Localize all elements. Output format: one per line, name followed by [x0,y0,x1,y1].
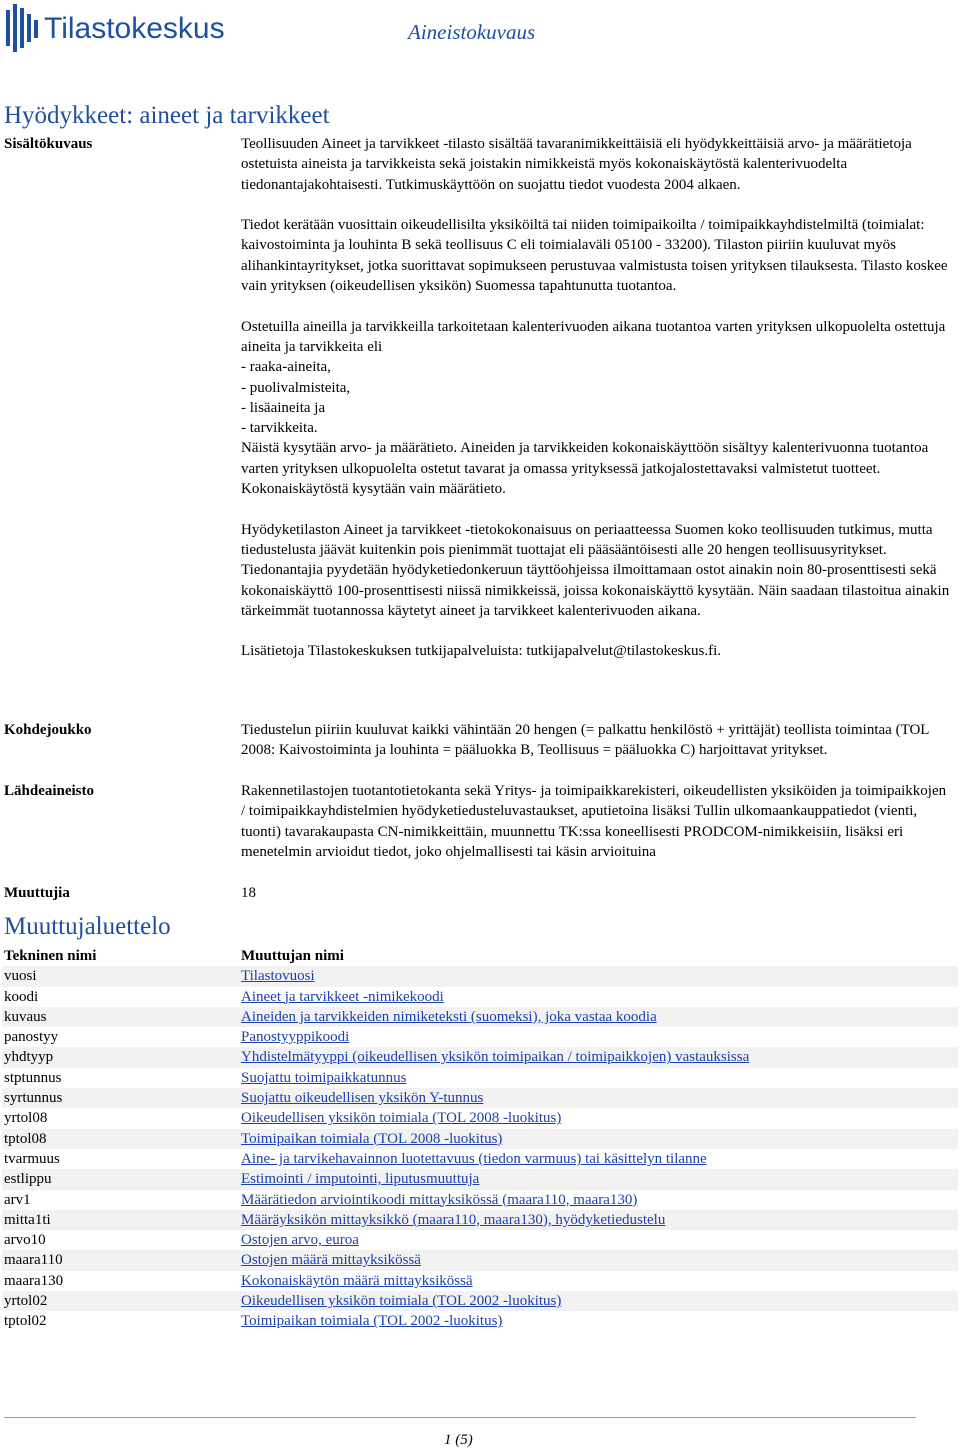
variable-name-link[interactable]: Suojattu oikeudellisen yksikön Y-tunnus [241,1090,484,1107]
table-row [2,1311,958,1331]
variable-name-link[interactable]: Aine- ja tarvikehavainnon luotettavuus (tiedon varmuus) tai käsittelyn tilanne [241,1150,707,1167]
table-row [2,1149,958,1169]
variable-name-link[interactable]: Yhdistelmätyyppi (oikeudellisen yksikön toimipaikan / toimipaikkojen) vastauksissa [241,1049,750,1066]
section-label-content-description: Sisältökuvaus [4,136,93,152]
section-label-source-data: Lähdeaineisto [4,783,95,799]
tilastokeskus-logo [4,2,254,54]
section-label-target-population: Kohdejoukko [4,722,92,738]
table-row [2,1068,958,1088]
source-data-text: Rakennetilastojen tuotantotietokanta sekä Yritys- ja toimipaikkarekisteri, oikeudellisten yksiköiden ja toimipaikkojen / toimipaikkayhdistelmien hyödyketiedusteluvastaukset, aputietoina lisäksi Tullin ulkomaankauppatiedot (vienti, tuonti) tavarakaupasta CN-nimikkeittäin, muunnettu TK:ssa koneellisesti PRODCOM-nimikkeisiin, lisäksi eri menetelmin arvioidut tiedot, joko ohjelmallisesti tai käsin arvioituina [241,783,947,860]
page-number: 1 (5) [444,1432,473,1448]
variable-technical-name: yrtol02 [4,1293,48,1310]
variable-technical-name: panostyy [4,1029,59,1046]
table-row [2,1190,958,1210]
table-row [2,1230,958,1250]
table-row [2,1271,958,1291]
variable-name-link[interactable]: Oikeudellisen yksikön toimiala (TOL 2002 -luokitus) [241,1293,562,1310]
table-row [2,1250,958,1270]
variable-name-link[interactable]: Suojattu toimipaikkatunnus [241,1069,407,1086]
variable-name-link[interactable]: Estimointi / imputointi, liputusmuuttuja [241,1171,480,1188]
variable-technical-name: yhdtyyp [4,1049,54,1066]
variable-technical-name: tptol08 [4,1130,47,1147]
variable-name-link[interactable]: Määräyksikön mittayksikkö (maara110, maara130), hyödyketiedustelu [241,1211,666,1228]
variable-name-link[interactable]: Toimipaikan toimiala (TOL 2008 -luokitus) [241,1130,503,1147]
table-row [2,1291,958,1311]
variable-list-title: Muuttujaluettelo [4,913,171,940]
variable-name-link[interactable]: Panostyyppikoodi [241,1029,350,1046]
variable-technical-name: koodi [4,988,39,1005]
table-row [2,966,958,986]
table-row [2,1108,958,1128]
variable-table-header [2,946,958,966]
content-description [241,134,953,662]
svg-text:Tilastokeskus: Tilastokeskus [44,12,225,45]
column-header-technical-name: Tekninen nimi [4,948,97,964]
variable-technical-name: arvo10 [4,1232,46,1249]
variable-technical-name: maara130 [4,1272,64,1289]
table-row [2,1007,958,1027]
variable-technical-name: stptunnus [4,1069,62,1086]
variable-name-link[interactable]: Tilastovuosi [241,968,315,985]
header-title: Aineistokuvaus [408,20,536,44]
table-row [2,1129,958,1149]
table-row [2,1210,958,1230]
table-row [2,1169,958,1189]
variable-name-link[interactable]: Oikeudellisen yksikön toimiala (TOL 2008 -luokitus) [241,1110,562,1127]
table-row [2,987,958,1007]
variable-technical-name: kuvaus [4,1008,47,1025]
content-paragraph: Tiedot kerätään vuosittain oikeudellisilta yksiköiltä tai niiden toimipaikoilta / toimipaikkayhdistelmiltä (toimialat: kaivostoiminta ja louhinta B sekä teollisuus C eli toimialaväli 05100 - 33200). Tilaston piiriin kuuluvat myös alihankintayritykset, jotka suorittavat sopimukseen perustuvaa valmistusta toisen yrityksen tilauksesta. Tilasto koskee vain yrityksen (oikeudellisen yksikön) Suomessa tapahtunutta tuotantoa. [241,217,948,295]
content-paragraph: Teollisuuden Aineet ja tarvikkeet -tilasto sisältää tavaranimikkeittäisiä eli hyödykkeittäisiä arvo- ja määrätietoja ostetuista aineista ja tarvikkeista sekä joistakin nimikkeistä myös kokonaiskäytöstä kalenterivuodelta tiedonantajakohtaisesti. Tutkimuskäyttöön on suojattu tiedot vuodesta 2004 alkaen. [241,136,912,193]
table-row [2,1088,958,1108]
variable-name-link[interactable]: Kokonaiskäytön määrä mittayksikössä [241,1272,473,1289]
table-row [2,1047,958,1067]
variable-technical-name: tptol02 [4,1313,47,1330]
target-population-text: Tiedustelun piiriin kuuluvat kaikki vähintään 20 hengen (= palkattu henkilöstö + yrittäjät) teollista toimintaa (TOL 2008: Kaivostoiminta ja louhinta = pääluokka B, Teollisuus = pääluokka C) harjoittavat yritykset. [241,722,929,759]
variable-technical-name: arv1 [4,1191,31,1208]
variable-name-link[interactable]: Määrätiedon arviointikoodi mittayksikössä (maara110, maara130) [241,1191,638,1208]
variable-name-link[interactable]: Aineet ja tarvikkeet -nimikekoodi [241,988,444,1005]
variable-technical-name: syrtunnus [4,1090,63,1107]
variable-technical-name: yrtol08 [4,1110,48,1127]
variable-technical-name: tvarmuus [4,1150,60,1167]
variable-technical-name: mitta1ti [4,1211,51,1228]
content-paragraph: Lisätietoja Tilastokeskuksen tutkijapalveluista: tutkijapalvelut@tilastokeskus.fi. [241,643,722,660]
variable-technical-name: estlippu [4,1171,52,1188]
section-label-variable-count: Muuttujia [4,885,70,901]
variable-count: 18 [241,885,256,901]
variable-name-link[interactable]: Aineiden ja tarvikkeiden nimiketeksti (suomeksi), joka vastaa koodia [241,1008,657,1025]
column-header-variable-name: Muuttujan nimi [241,948,344,964]
footer-divider [4,1417,916,1418]
content-paragraph: Hyödyketilaston Aineet ja tarvikkeet -tietokokonaisuus on periaatteessa Suomen koko teollisuuden tutkimus, mutta tiedustelusta jäävät kuitenkin pois pienimmät tuottajat eli pääsääntöisesti alle 20 hengen teollisuusyritykset. Tiedonantajia pyydetään hyödyketiedonkeruun täyttöohjeissa ilmoittamaan ostot ainakin noin 80-prosenttisesti sekä kokonaiskäyttö 100-prosenttisesti niissä nimikkeissä, joissa kokonaiskäyttö kysytään. Näin saadaan tilastoitua ainakin tärkeimmät tuotannossa käytetyt aineet ja tarvikkeet kalenterivuoden aikana. [241,521,950,619]
variable-name-link[interactable]: Ostojen määrä mittayksikössä [241,1252,421,1269]
variable-technical-name: maara110 [4,1252,63,1269]
variable-name-link[interactable]: Toimipaikan toimiala (TOL 2002 -luokitus) [241,1313,503,1330]
variable-table [2,946,958,1332]
content-paragraph: Ostetuilla aineilla ja tarvikkeilla tarkoitetaan kalenterivuoden aikana tuotantoa varten yrityksen ulkopuolelta ostettuja aineita ja tarvikkeita eli - raaka-aineita, - puolivalmisteita, - lisäaineita ja - tarvikkeita. Näistä kysytään arvo- ja määrätieto. Aineiden ja tarvikkeiden kokonaiskäyttöön sisältyy kalenterivuonna tuotantoa varten yrityksen ulkopuolelta ostetut tavarat ja omassa yrityksessä jatkojalostettavaksi valmistetut tuotteet. Kokonaiskäytöstä kysytään vain määrätieto. [241,318,946,498]
table-row [2,1027,958,1047]
page-header [0,0,960,60]
variable-name-link[interactable]: Ostojen arvo, euroa [241,1232,359,1249]
variable-technical-name: vuosi [4,968,37,985]
page-title: Hyödykkeet: aineet ja tarvikkeet [4,102,330,129]
